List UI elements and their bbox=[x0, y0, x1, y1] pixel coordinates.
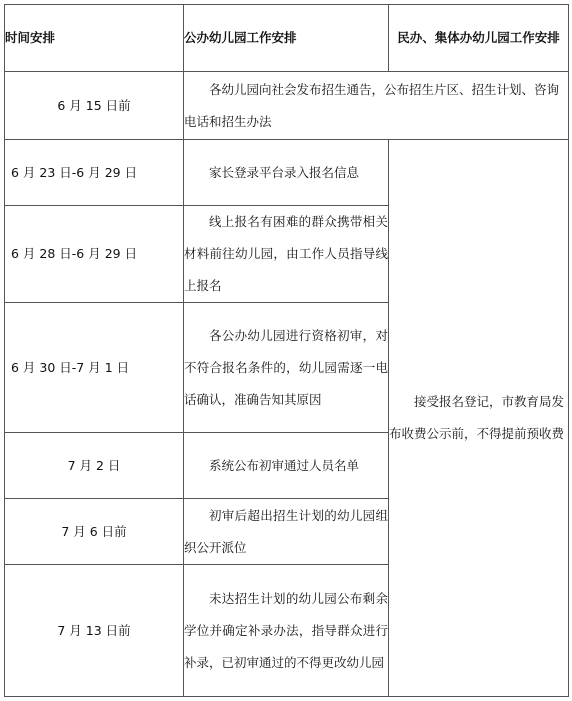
table-row bbox=[5, 140, 569, 206]
header-private: 民办、集体办幼儿园工作安排 bbox=[389, 5, 569, 72]
enrollment-schedule-table bbox=[4, 4, 569, 697]
row-time: 6 月 15 日前 bbox=[5, 72, 184, 140]
row-content: 各公办幼儿园进行资格初审，对不符合报名条件的，幼儿园需逐一电话确认，准确告知其原因 bbox=[184, 303, 389, 433]
header-time: 时间安排 bbox=[5, 5, 184, 72]
row-content: 初审后超出招生计划的幼儿园组织公开派位 bbox=[184, 499, 389, 565]
row-time: 6 月 28 日-6 月 29 日 bbox=[5, 206, 184, 303]
row-time: 7 月 6 日前 bbox=[5, 499, 184, 565]
row-content: 未达招生计划的幼儿园公布剩余学位并确定补录办法，指导群众进行补录，已初审通过的不得更改幼儿园 bbox=[184, 565, 389, 697]
row-content: 线上报名有困难的群众携带相关材料前往幼儿园，由工作人员指导线上报名 bbox=[184, 206, 389, 303]
row-content: 系统公布初审通过人员名单 bbox=[184, 433, 389, 499]
row-time: 7 月 13 日前 bbox=[5, 565, 184, 697]
header-row bbox=[5, 5, 569, 72]
row-content: 家长登录平台录入报名信息 bbox=[184, 140, 389, 206]
table-row bbox=[5, 72, 569, 140]
header-public: 公办幼儿园工作安排 bbox=[184, 5, 389, 72]
private-kindergarten-note: 接受报名登记，市教育局发布收费公示前，不得提前预收费 bbox=[389, 140, 569, 697]
row-time: 6 月 30 日-7 月 1 日 bbox=[5, 303, 184, 433]
row-time: 6 月 23 日-6 月 29 日 bbox=[5, 140, 184, 206]
row-content: 各幼儿园向社会发布招生通告，公布招生片区、招生计划、咨询电话和招生办法 bbox=[184, 72, 569, 140]
row-time: 7 月 2 日 bbox=[5, 433, 184, 499]
